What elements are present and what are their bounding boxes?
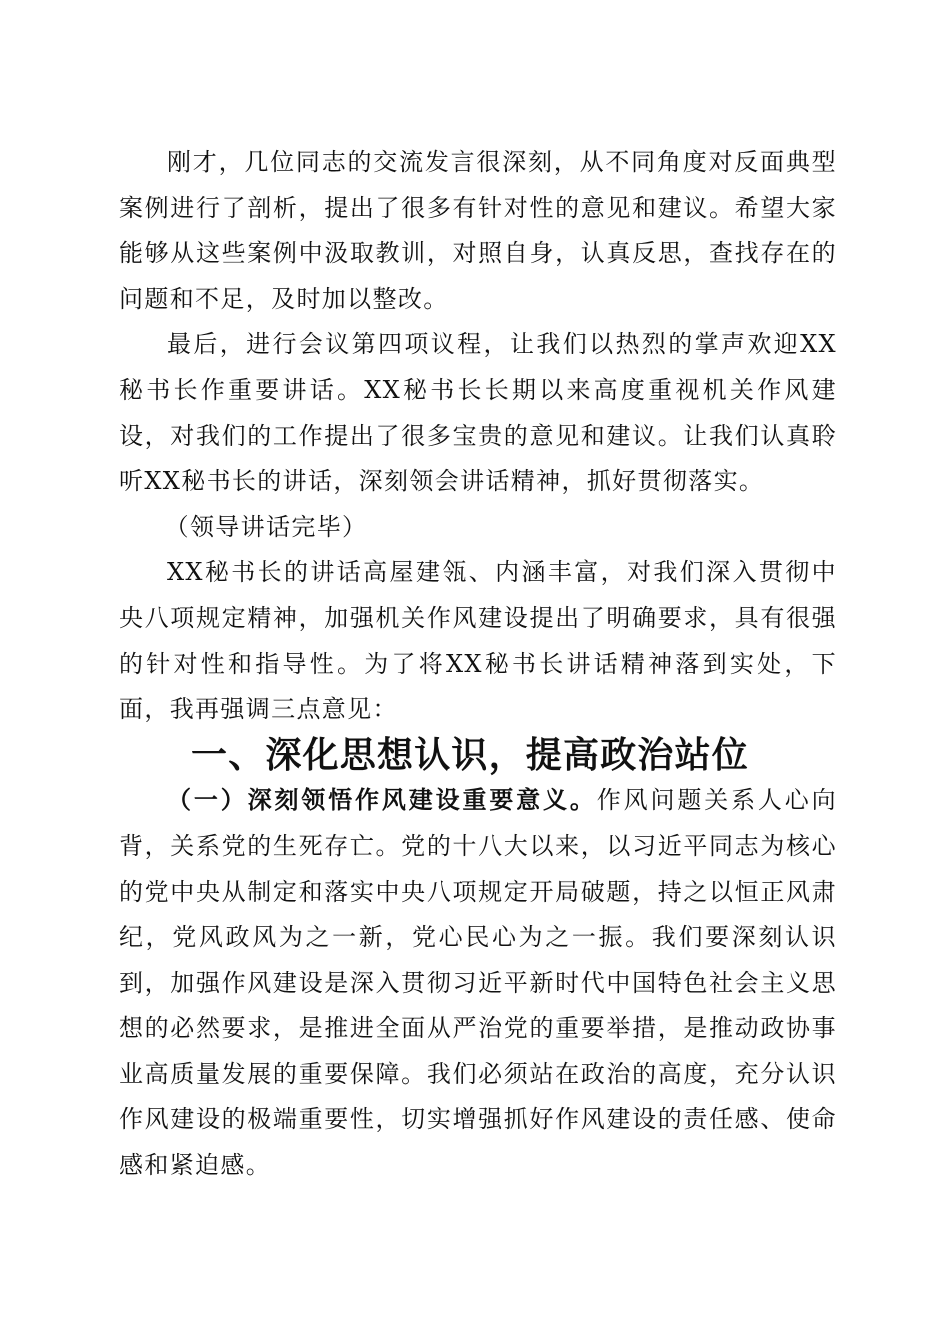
paragraph-speech-summary: XX秘书长的讲话高屋建瓴、内涵丰富，对我们深入贯彻中央八项规定精神，加强机关作风建设提出了明确要求，具有很强的针对性和指导性。为了将XX秘书长讲话精神落到实处，下面，我再强调三点意见：	[119, 558, 837, 724]
paragraph-subsection-one	[119, 778, 837, 1188]
document-body	[119, 140, 837, 1189]
paragraph-speech-finished-note: （领导讲话完毕）	[164, 512, 368, 541]
paragraph-agenda-item-four: 最后，进行会议第四项议程，让我们以热烈的掌声欢迎XX秘书长作重要讲话。XX秘书长长期以来高度重视机关作风建设，对我们的工作提出了很多宝贵的意见和建议。让我们认真聆听XX秘书长的讲话，深刻领会讲话精神，抓好贯彻落实。	[119, 330, 837, 496]
subsection-body: 作风问题关系人心向背，关系党的生死存亡。党的十八大以来，以习近平同志为核心的党中央从制定和落实中央八项规定开局破题，持之以恒正风肃纪，党风政风为之一新，党心民心为之一振。我们要深刻认识到，加强作风建设是深入贯彻习近平新时代中国特色社会主义思想的必然要求，是推进全面从严治党的重要举措，是推动政协事业高质量发展的重要保障。我们必须站在政治的高度，充分认识作风建设的极端重要性，切实增强抓好作风建设的责任感、使命感和紧迫感。	[119, 786, 837, 1180]
paragraph-case-discussion: 刚才，几位同志的交流发言很深刻，从不同角度对反面典型案例进行了剖析，提出了很多有针对性的意见和建议。希望大家能够从这些案例中汲取教训，对照自身，认真反思，查找存在的问题和不足，及时加以整改。	[119, 148, 837, 313]
section-heading: 一、深化思想认识，提高政治站位	[191, 734, 750, 776]
subsection-heading: （一）深刻领悟作风建设重要意义。	[167, 786, 597, 815]
